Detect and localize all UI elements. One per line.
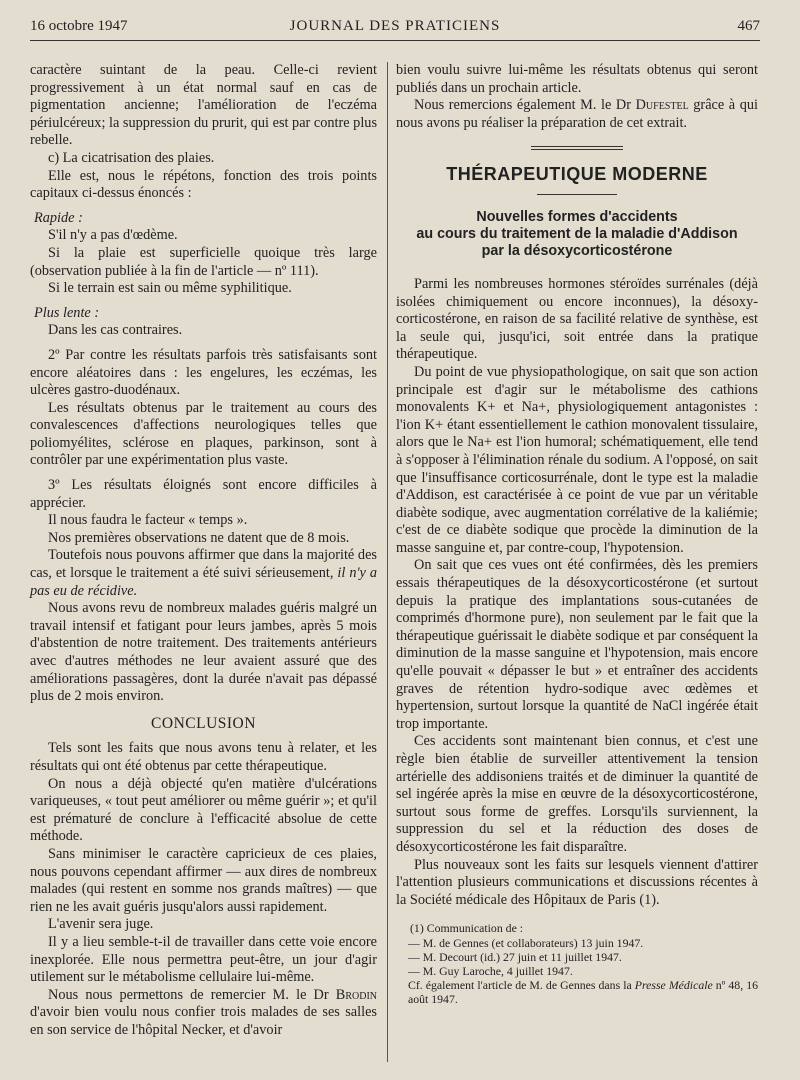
footnote (396, 978, 758, 1006)
text-span: grâce à qui nous avons pu réaliser la préparation de cet extrait. (396, 97, 758, 131)
paragraph: L'avenir sera juge. (48, 916, 154, 933)
header-date: 16 octobre 1947 (30, 18, 128, 34)
paragraph: On nous a déjà objecté qu'en matière d'ulcérations variqueuses, « tout peut améliorer ou même guérir »; et qu'il est prématuré de conclure à l'efficacité absolue de cette méthode. (30, 775, 377, 845)
paragraph: On sait que ces vues ont été confirmées, dès les premiers essais thérapeutiques de la désoxycorticostérone (et surtout depuis la pratique des implantations sous-cutanées de comprimés d'hormone pure), non seulement par le fait que la thérapeutique guérissait le diabète sodique et par conséquent la diminution de la masse sanguine et l'hypotension, mais encore qu'elle pouvait « dépasser le but » et entraîner des accidents graves de rétention hydro-sodique avec œdèmes et hypertension, surtout lorsque la quantité de NaCl ingérée était trop importante. (396, 557, 758, 732)
paragraph: 3º Les résultats éloignés sont encore difficiles à apprécier. (30, 477, 377, 511)
conclusion-heading: CONCLUSION (151, 714, 256, 732)
paragraph: bien voulu suivre lui-même les résultats obtenus qui seront publiés dans un prochain article. (396, 62, 758, 96)
paragraph: Tels sont les faits que nous avons tenu à relater, et les résultats qui ont été obtenus par cette thérapeutique. (30, 740, 377, 774)
article-title (396, 209, 758, 260)
paragraph: c) La cicatrisation des plaies. (48, 149, 215, 166)
title-rule (537, 194, 617, 195)
paragraph: Si la plaie est superficielle quoique très large (observation publiée à la fin de l'article — nº 111). (30, 244, 377, 279)
subheading-plus-lente: Plus lente : (34, 304, 100, 321)
paragraph: S'il n'y a pas d'œdème. (48, 227, 178, 244)
subheading-rapide: Rapide : (34, 209, 83, 226)
paragraph: Du point de vue physiopathologique, on sait que son action principale est d'agir sur le métabolisme des cathions monovalents K+ et Na+, physiologiquement antagonistes : l'ion K+ étant essentiellement le cathion monovalent tissulaire, alors que le Na+ est l'ion humoral; schématiquement, elle tend à s'opposer à l'élimination rénale du sodium. A l'opposé, on sait que l'insuffisance corticosurrénale, dont le type est la maladie d'Addison, est caractérisée à ce point de vue par un véritable diabète sodique, avec augmentation corrélative de la kaliémie; c'est de ce diabète sodique que procède la diminution de la masse sanguine et, par contre-coup, l'hypotension. (396, 363, 758, 556)
left-column (30, 62, 377, 1039)
right-column (396, 62, 758, 1007)
footnote: — M. Decourt (id.) 27 juin et 11 juillet 1947. (408, 949, 622, 964)
paragraph: Nous avons revu de nombreux malades guéris malgré un travail intensif et fatigant pour leurs jambes, après 5 mois d'abstention de notre traitement. Des traitements antérieurs avec d'autres méthodes ne leur avaient assuré que des améliorations passagères, dont la durée n'avait pas dépassé plus de 2 mois environ. (30, 600, 377, 705)
paragraph: Il nous faudra le facteur « temps ». (48, 512, 248, 529)
paragraph (396, 97, 758, 132)
article-title-line: Nouvelles formes d'accidents (476, 208, 678, 225)
text-span: d'avoir bien voulu nous confier trois malades de ses salles en son service de l'hôpital Necker, et d'avoir (30, 1004, 377, 1038)
person-name: Dufestel (635, 97, 689, 114)
footnote: — M. Guy Laroche, 4 juillet 1947. (408, 963, 573, 978)
double-rule (531, 146, 623, 150)
paragraph: Plus nouveaux sont les faits sur lesquels viennent d'attirer l'attention plusieurs communications et discussions récentes à la Société médicale des Hôpitaux de Paris (1). (396, 856, 758, 908)
page-header (30, 16, 760, 41)
paragraph: Si le terrain est sain ou même syphilitique. (48, 280, 292, 297)
paragraph: 2º Par contre les résultats parfois très satisfaisants sont encore aléatoires dans : les engelures, les eczémas, les ulcères gastro-duodénaux. (30, 346, 377, 399)
paragraph: Elle est, nous le répétons, fonction des trois points capitaux ci-dessus énoncés : (30, 167, 377, 202)
journal-title: JOURNAL DES PRATICIENS (289, 18, 501, 34)
article-title-line: au cours du traitement de la maladie d'Addison (416, 225, 738, 242)
paragraph: caractère suintant de la peau. Celle-ci revient progressivement à un état normal sauf en cas de pigmentation ancienne; l'amélioration de l'eczéma périulcéreux; la suppression du prurit, qui est par contre plus rebelle. (30, 62, 378, 149)
text-span: Toutefois nous pouvons affirmer que dans la majorité des cas, et lorsque le traitement a été suivi sérieusement, (30, 547, 377, 582)
section-title: THÉRAPEUTIQUE MODERNE (446, 164, 708, 185)
text-span: nº 48, 16 août 1947. (408, 978, 758, 1007)
paragraph (30, 547, 377, 600)
paragraph: Nos premières observations ne datent que de 8 mois. (48, 529, 350, 546)
paragraph (30, 987, 377, 1040)
emphasis-text: il n'y a pas eu de récidive. (30, 565, 378, 599)
paragraph: Sans minimiser le caractère capricieux de ces plaies, nous pouvons cependant affirmer — aux dires de nombreux malades (qui restent en somme nos grands maîtres) — que rien ne les avait guéris jusqu'alors aussi rapidement. (30, 845, 377, 915)
text-span: Cf. également l'article de M. de Gennes dans la (408, 978, 635, 993)
page-number: 467 (737, 18, 760, 34)
paragraph: Dans les cas contraires. (48, 322, 183, 339)
paragraph: Ces accidents sont maintenant bien connus, et c'est une règle bien établie de surveiller attentivement la tension artérielle des addisoniens traités et de diminuer la quantité de sel ingérée après la mise en œuvre de la désoxycorticostérone, surtout sous forme de greffes. Lorsqu'ils surviennent, la suppression du sel et la réduction des doses de désoxycorticostérone les fait disparaître. (396, 733, 758, 855)
article-title-line: par la désoxycorticostérone (481, 242, 673, 259)
paragraph: Les résultats obtenus par le traitement au cours des convalescences d'affections neurologiques telles que poliomyélites, sclérose en plaques, parkinson, sont à contrôler par une expérimentation plus vaste. (30, 399, 377, 469)
footnote: — M. de Gennes (et collaborateurs) 13 juin 1947. (408, 935, 644, 950)
column-divider (387, 62, 388, 1062)
text-span: Nous nous permettons de remercier M. le Dr (48, 986, 336, 1003)
person-name: Brodin (335, 986, 377, 1003)
paragraph: Il y a lieu semble-t-il de travailler dans cette voie encore inexplorée. Elle nous permettra peut-être, un jour d'agir utilement sur le métabolisme cellulaire lui-même. (30, 933, 377, 986)
footnote: (1) Communication de : (410, 921, 524, 936)
text-span: Nous remercions également M. le Dr (414, 97, 636, 114)
footnotes (396, 921, 758, 1006)
journal-name: Presse Médicale (634, 978, 713, 993)
paragraph: Parmi les nombreuses hormones stéroïdes surrénales (déjà isolées chimiquement ou encore inconnues), la désoxy-corticostérone, en raison de sa facilité relative de synthèse, est la seule qui, jusqu'ici, soit entrée dans la pratique thérapeutique. (396, 275, 758, 363)
